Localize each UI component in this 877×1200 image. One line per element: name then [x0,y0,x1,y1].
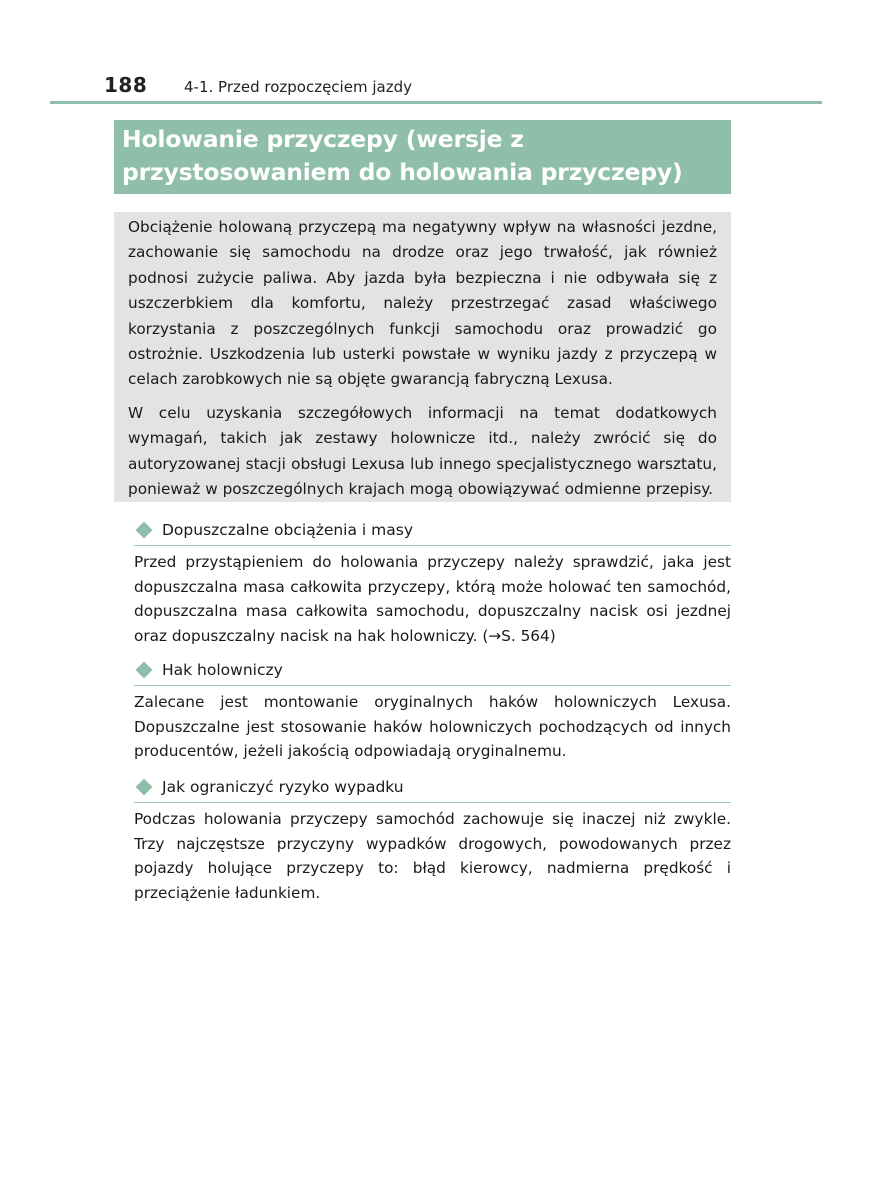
diamond-bullet-icon [136,522,153,539]
section-heading [134,775,731,803]
section-tow-hitch [134,658,731,764]
title-banner [114,120,731,194]
page-title: Holowanie przyczepy (wersje z przystosowaniem do holowania przyczepy) [122,125,683,186]
section-heading-text: Dopuszczalne obciążenia i masy [162,521,413,539]
section-body: Podczas holowania przyczepy samochód zachowuje się inaczej niż zwykle. Trzy najczęstsze przyczyny wypadków drogowych, powodowanych przez pojazdy holujące przyczepy to: błąd kierowcy, nadmierna prędkość i przeciążenie ładunkiem. [134,810,731,902]
section-body: Zalecane jest montowanie oryginalnych haków holowniczych Lexusa. Dopuszczalne jest stosowanie haków holowniczych pochodzących od innych producentów, jeżeli jakością odpowiadają oryginalnemu. [134,693,731,761]
section-heading-text: Jak ograniczyć ryzyko wypadku [162,778,404,796]
intro-paragraph: Obciążenie holowaną przyczepą ma negatywny wpływ na własności jezdne, zachowanie się samochodu na drodze oraz jego trwałość, jak również podnosi zużycie paliwa. Aby jazda była bezpieczna i nie odbywała się z uszczerbkiem dla komfortu, należy przestrzegać zasad właściwego korzystania z poszczególnych funkcji samochodu oraz prowadzić go ostrożnie. Uszkodzenia lub usterki powstałe w wyniku jazdy z przyczepą w celach zarobkowych nie są objęte gwarancją fabryczną Lexusa. [128,218,717,389]
section-heading [134,518,731,546]
header-rule [50,101,822,104]
diamond-bullet-icon [136,779,153,796]
section-reduce-accident-risk [134,775,731,905]
intro-box [114,212,731,502]
running-header: 4-1. Przed rozpoczęciem jazdy [184,78,412,96]
diamond-bullet-icon [136,662,153,679]
section-heading-text: Hak holowniczy [162,661,283,679]
section-heading [134,658,731,686]
section-body: Przed przystąpieniem do holowania przyczepy należy sprawdzić, jaka jest dopuszczalna masa całkowita przyczepy, którą może holować ten samochód, dopuszczalna masa całkowita samochodu, dopuszczalny nacisk osi jezdnej oraz dopuszczalny nacisk na hak holowniczy. (→S. 564) [134,553,731,645]
page-number: 188 [104,73,148,97]
intro-paragraph: W celu uzyskania szczegółowych informacji na temat dodatkowych wymagań, takich jak zestawy holownicze itd., należy zwrócić się do autoryzowanej stacji obsługi Lexusa lub innego specjalistycznego warsztatu, ponieważ w poszczególnych krajach mogą obowiązywać odmienne przepisy. [128,403,717,499]
section-permissible-loads [134,518,731,648]
